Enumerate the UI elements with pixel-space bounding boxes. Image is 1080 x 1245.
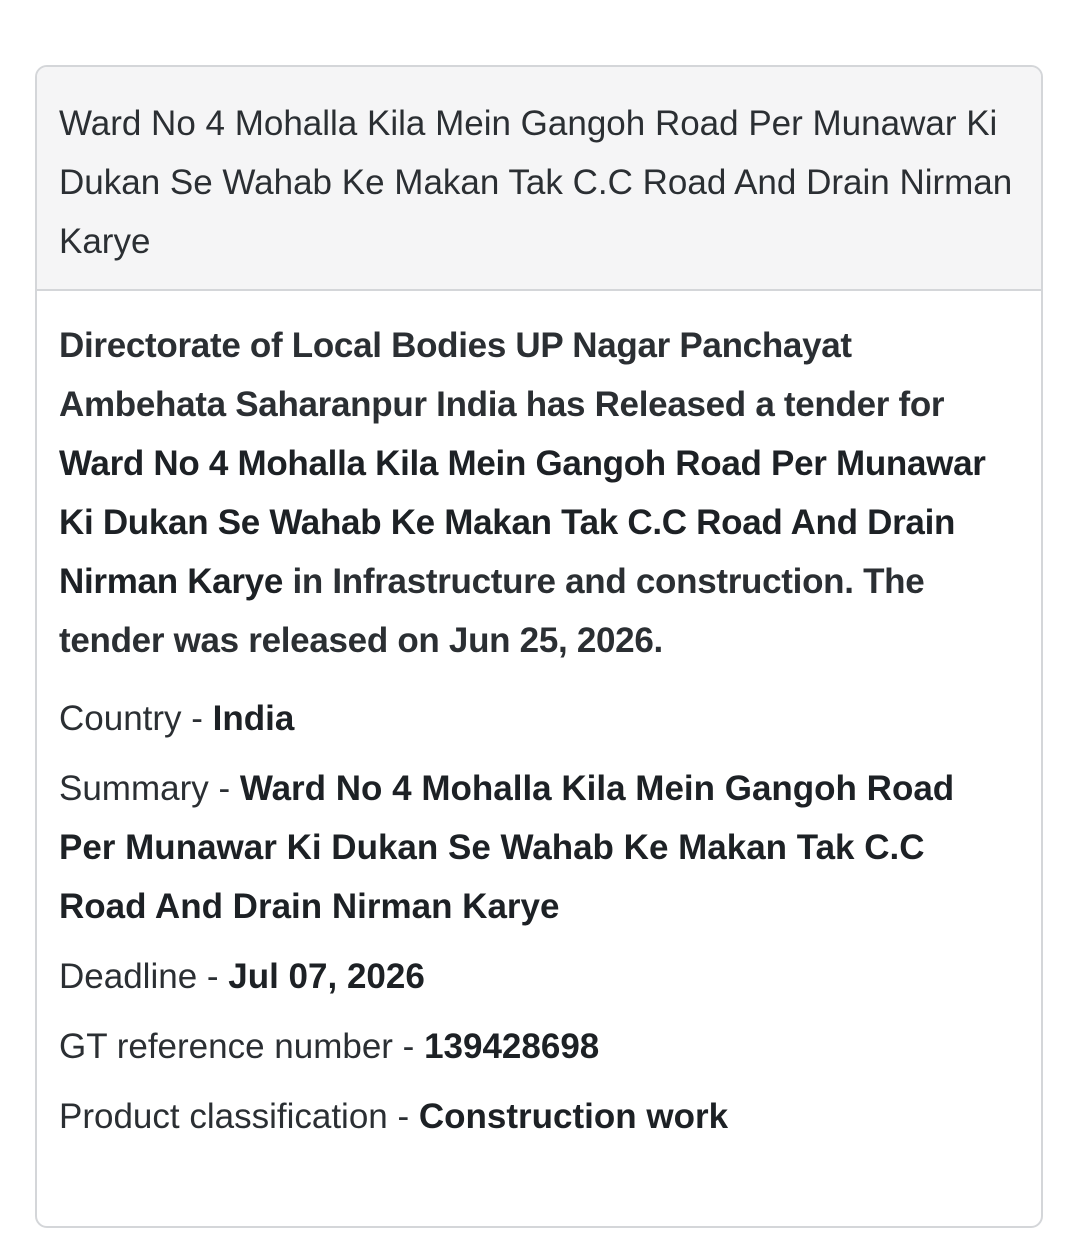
description-tender-name: Ward No 4 Mohalla Kila Mein Gangoh Road Per Munawar Ki Dukan Se Wahab Ke Makan Tak C.C Road And Drain Nirman Karye xyxy=(59,444,986,601)
product-classification-label: Product classification - xyxy=(59,1097,419,1136)
summary-value: Ward No 4 Mohalla Kila Mein Gangoh Road Per Munawar Ki Dukan Se Wahab Ke Makan Tak C.C Road And Drain Nirman Karye xyxy=(59,769,955,926)
country-label: Country - xyxy=(59,699,213,738)
gt-reference-label: GT reference number - xyxy=(59,1027,425,1066)
product-classification-value: Construction work xyxy=(418,1097,729,1136)
tender-card-body xyxy=(37,291,1041,1146)
summary-label: Summary - xyxy=(59,769,240,808)
deadline-value: Jul 07, 2026 xyxy=(228,957,425,996)
deadline-label: Deadline - xyxy=(59,957,229,996)
summary-field xyxy=(59,759,1019,936)
gt-reference-value: 139428698 xyxy=(424,1027,600,1066)
tender-card xyxy=(35,65,1043,1228)
gt-reference-field xyxy=(59,1017,1019,1076)
tender-description xyxy=(59,316,1019,670)
deadline-field xyxy=(59,947,1019,1006)
tender-card-header xyxy=(37,67,1041,291)
description-intro: Directorate of Local Bodies UP Nagar Panchayat Ambehata Saharanpur India has Released a tender for xyxy=(59,326,945,424)
country-value: India xyxy=(212,699,295,738)
country-field xyxy=(59,689,1019,748)
tender-title[interactable]: Ward No 4 Mohalla Kila Mein Gangoh Road Per Munawar Ki Dukan Se Wahab Ke Makan Tak C.C Road And Drain Nirman Karye xyxy=(59,104,1013,261)
description-outro: in Infrastructure and construction. The tender was released on Jun 25, 2026. xyxy=(59,562,925,660)
product-classification-field xyxy=(59,1087,1019,1146)
